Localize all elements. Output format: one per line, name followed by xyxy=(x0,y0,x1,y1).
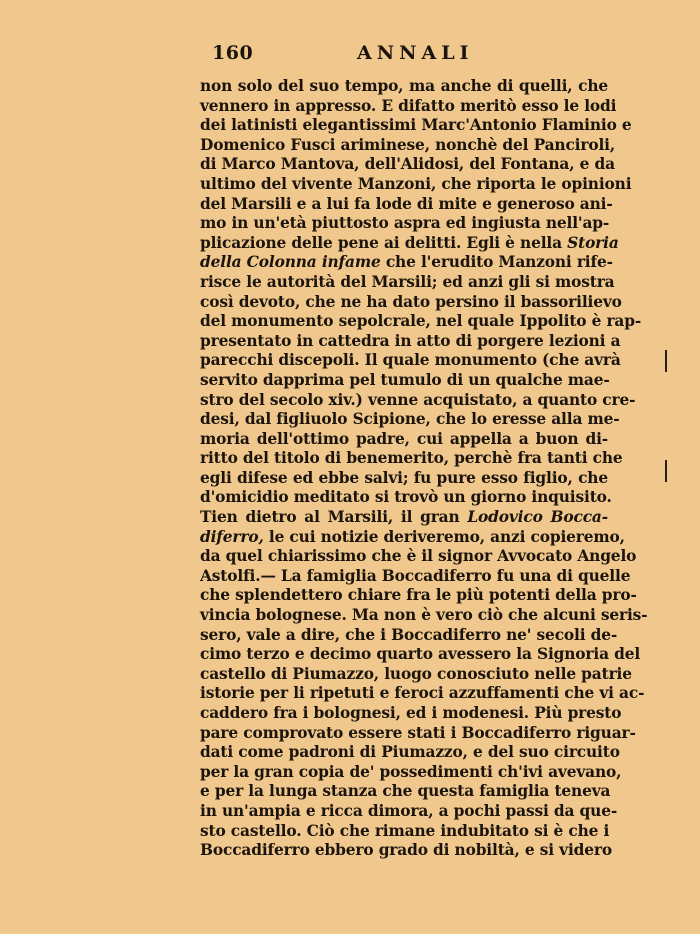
text-line xyxy=(200,704,622,724)
text-line xyxy=(200,116,632,136)
italic-text: Lodovico Bocca- xyxy=(467,508,608,527)
text-line xyxy=(200,488,612,508)
text-segment: da quel chiarissimo che è il signor Avvocato Angelo xyxy=(200,547,637,566)
text-line xyxy=(200,410,620,430)
text-segment: ultimo del vivente Manzoni, che riporta le opinioni xyxy=(200,174,632,193)
text-segment: del Marsili e a lui fa lode di mite e generoso ani- xyxy=(200,194,613,213)
italic-text: Storia xyxy=(567,233,619,252)
text-segment: servito dapprima pel tumulo di un qualche mae- xyxy=(200,370,610,389)
text-segment: cimo terzo e decimo quarto avessero la Signoria del xyxy=(200,645,641,664)
margin-mark xyxy=(665,460,667,482)
text-line xyxy=(200,292,622,313)
text-segment: che splendettero chiare fra le più potenti della pro- xyxy=(200,586,637,605)
text-segment: in un'ampia e ricca dimora, a pochi passi da que- xyxy=(200,801,618,820)
text-line xyxy=(200,233,619,254)
page-number: 160 xyxy=(212,42,254,64)
text-segment: pare comprovato essere stati i Boccadiferro riguar- xyxy=(200,723,636,742)
text-line xyxy=(200,371,608,391)
text-segment: sero, vale a dire, che i Boccadiferro ne' secoli de- xyxy=(200,625,618,644)
text-line xyxy=(200,390,636,411)
text-segment: Tien dietro al Marsili, il gran xyxy=(200,508,468,527)
text-segment: Domenico Fusci ariminese, nonchè del Panciroli, xyxy=(200,135,616,154)
text-line xyxy=(200,351,621,371)
text-segment: d'omicidio meditato si trovò un giorno inquisito. xyxy=(200,488,612,507)
text-segment: caddero fra i bolognesi, ed i modenesi. Più presto xyxy=(200,704,622,722)
text-line xyxy=(200,723,636,744)
text-line xyxy=(200,782,611,802)
text-segment: vennero in appresso. E difatto meritò esso le lodi xyxy=(200,96,617,115)
text-segment: ritto del titolo di benemerito, perchè fra tanti che xyxy=(200,449,623,468)
italic-text: diferro, xyxy=(200,527,264,546)
text-segment: dati come padroni di Piumazzo, e del suo circuito xyxy=(200,743,620,762)
text-segment: per la gran copia de' possedimenti ch'ivi avevano, xyxy=(200,762,622,781)
text-line xyxy=(200,841,612,861)
text-segment: presentato in cattedra in atto di porgere lezioni a xyxy=(200,331,621,350)
text-line xyxy=(200,586,637,606)
text-line xyxy=(200,625,618,646)
text-line xyxy=(200,174,632,195)
page-header xyxy=(200,42,608,68)
text-segment: e per la lunga stanza che questa famiglia teneva xyxy=(200,782,611,801)
text-line xyxy=(200,135,616,156)
text-segment: così devoto, che ne ha dato persino il bassorilievo xyxy=(200,292,622,311)
body-text xyxy=(200,77,648,861)
text-line xyxy=(200,430,608,450)
text-line xyxy=(200,645,641,665)
margin-mark xyxy=(665,350,667,372)
text-segment: parecchi discepoli. Il quale monumento (che avrà xyxy=(200,351,621,370)
running-head: ANNALI xyxy=(357,42,474,64)
text-segment: egli difese ed ebbe salvi; fu pure esso figlio, che xyxy=(200,468,608,487)
text-segment: sto castello. Ciò che rimane indubitato si è che i xyxy=(200,821,610,840)
text-line xyxy=(200,508,608,528)
text-segment: moria dell'ottimo padre, cui appella a buon di- xyxy=(200,429,608,448)
text-segment: risce le autorità del Marsili; ed anzi gli si mostra xyxy=(200,272,615,291)
text-line xyxy=(200,762,622,783)
text-line xyxy=(200,469,608,489)
text-line xyxy=(200,96,617,117)
text-segment: vincia bolognese. Ma non è vero ciò che alcuni seris- xyxy=(200,606,648,625)
text-line xyxy=(200,664,632,685)
text-line xyxy=(200,684,645,704)
text-segment: di Marco Mantova, dell'Alidosi, del Fontana, e da xyxy=(200,155,615,174)
text-line xyxy=(200,194,613,215)
text-line xyxy=(200,566,631,587)
text-line xyxy=(200,822,608,842)
text-line xyxy=(200,272,615,293)
text-segment: istorie per li ripetuti e feroci azzuffamenti che vi ac- xyxy=(200,684,645,703)
text-line xyxy=(200,312,642,332)
text-segment: plicazione delle pene ai delitti. Egli è nella xyxy=(200,233,568,252)
text-line xyxy=(200,606,648,626)
text-line xyxy=(200,547,637,567)
text-segment: non solo del suo tempo, ma anche di quelli, che xyxy=(200,77,608,95)
text-line xyxy=(200,253,613,273)
text-segment: del monumento sepolcrale, nel quale Ippolito è rap- xyxy=(200,312,642,331)
text-line xyxy=(200,801,618,822)
text-segment: che l'erudito Manzoni rife- xyxy=(380,253,613,272)
text-segment: mo in un'età piuttosto aspra ed ingiusta nell'ap- xyxy=(200,214,610,233)
text-segment: le cui notizie deriveremo, anzi copieremo, xyxy=(263,527,625,546)
text-line xyxy=(200,743,620,763)
text-line xyxy=(200,214,608,234)
text-segment: desi, dal figliuolo Scipione, che lo eresse alla me- xyxy=(200,410,620,429)
text-line xyxy=(200,527,625,548)
text-segment: stro del secolo xiv.) venne acquistato, a quanto cre- xyxy=(200,390,636,409)
text-line xyxy=(200,449,623,469)
text-segment: castello di Piumazzo, luogo conosciuto nelle patrie xyxy=(200,664,632,683)
text-line xyxy=(200,77,608,97)
text-segment: Boccadiferro ebbero grado di nobiltà, e si videro xyxy=(200,841,612,860)
text-line xyxy=(200,155,615,175)
text-segment: dei latinisti elegantissimi Marc'Antonio Flaminio e xyxy=(200,116,632,135)
text-segment: Astolfi.— La famiglia Boccadiferro fu una di quelle xyxy=(200,566,631,585)
italic-text: della Colonna infame xyxy=(200,253,381,272)
text-line xyxy=(200,331,621,352)
